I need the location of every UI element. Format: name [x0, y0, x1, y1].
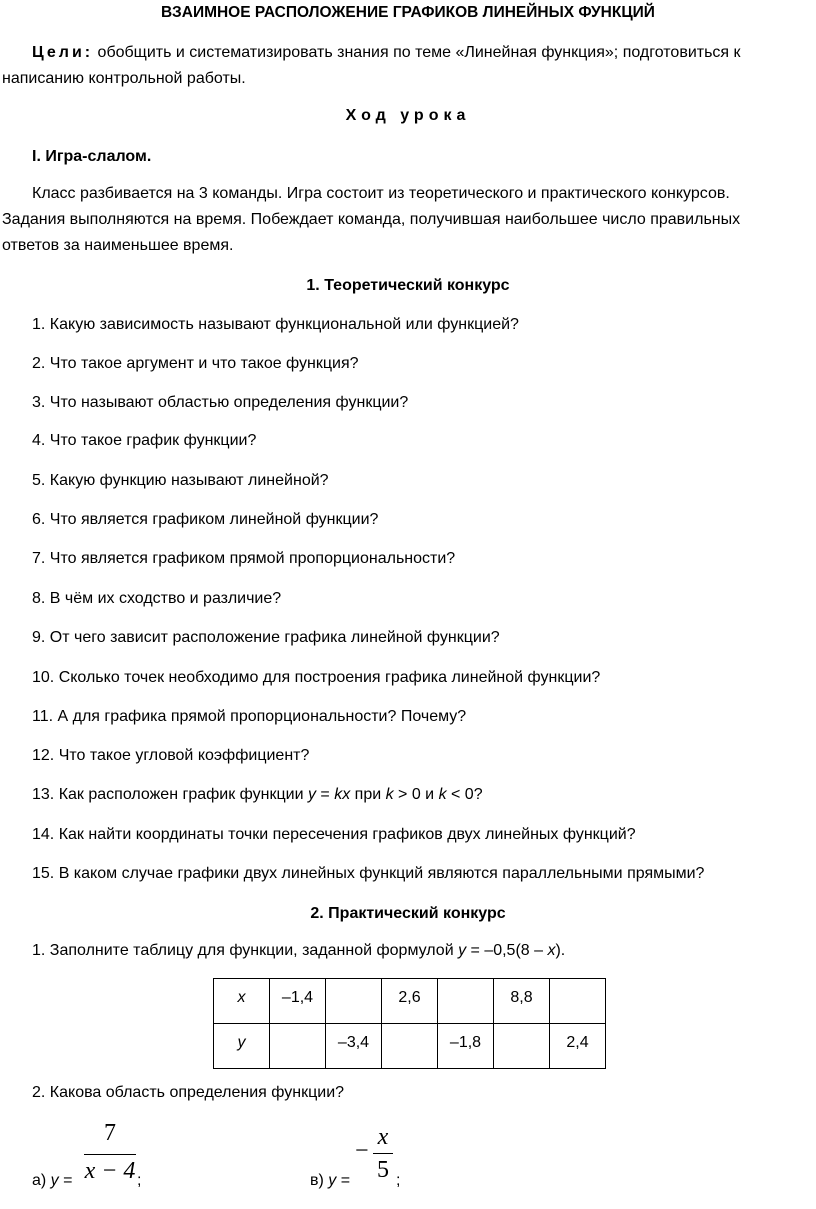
table-cell: [550, 979, 606, 1024]
section1-paragraph: [2, 181, 814, 259]
goals-text-line2: написанию контрольной работы.: [2, 70, 246, 87]
section1-heading: I. Игра-слалом.: [32, 148, 152, 165]
goals-label: Цели:: [32, 44, 94, 61]
table-row-x: [214, 979, 606, 1024]
fraction-a: [84, 1120, 136, 1190]
fraction-v: [355, 1124, 395, 1190]
question-7: 7. Что является графиком прямой пропорциональности?: [32, 550, 456, 567]
table-row-y: [214, 1024, 606, 1069]
question-12: 12. Что такое угловой коэффициент?: [32, 747, 310, 764]
table-cell: –3,4: [326, 1024, 382, 1069]
table-cell: –1,8: [438, 1024, 494, 1069]
table-cell: 2,6: [382, 979, 438, 1024]
goals-text-line1: обобщить и систематизировать знания по теме «Линейная функция»; подготовиться к: [93, 44, 741, 61]
question-5: 5. Какую функцию называют линейной?: [32, 472, 329, 489]
question-10: 10. Сколько точек необходимо для построения графика линейной функции?: [32, 669, 601, 686]
question-14: 14. Как найти координаты точки пересечения графиков двух линейных функций?: [32, 826, 636, 843]
fraction-a-bar: [84, 1154, 136, 1155]
fraction-v-minus: −: [355, 1138, 369, 1164]
question-11: 11. А для графика прямой пропорциональности? Почему?: [32, 708, 467, 725]
practice-task-1: 1. Заполните таблицу для функции, заданной формулой y = –0,5(8 – x).: [32, 942, 566, 959]
practice-task-2: 2. Какова область определения функции?: [32, 1084, 345, 1101]
item-a-end: ;: [137, 1172, 142, 1189]
table-cell: [382, 1024, 438, 1069]
question-2: 2. Что такое аргумент и что такое функция?: [32, 355, 359, 372]
table-cell: 2,4: [550, 1024, 606, 1069]
table-cell: y: [214, 1024, 270, 1069]
table-cell: [494, 1024, 550, 1069]
table-cell: 8,8: [494, 979, 550, 1024]
question-8: 8. В чём их сходство и различие?: [32, 590, 282, 607]
lesson-heading: Ход урока: [345, 107, 471, 124]
fraction-v-bar: [373, 1153, 393, 1154]
fraction-a-denominator: x − 4: [84, 1158, 136, 1184]
item-v-end: ;: [396, 1172, 401, 1189]
table-cell: [326, 979, 382, 1024]
question-4: 4. Что такое график функции?: [32, 432, 257, 449]
fraction-v-numerator: x: [377, 1124, 389, 1150]
table-cell: –1,4: [270, 979, 326, 1024]
table-cell: [438, 979, 494, 1024]
fraction-v-denominator: 5: [377, 1157, 389, 1183]
question-13: 13. Как расположен график функции y = kx при k > 0 и k < 0?: [32, 786, 483, 803]
question-3: 3. Что называют областью определения функции?: [32, 394, 409, 411]
section1-line1: Класс разбивается на 3 команды. Игра состоит из теоретического и практического конкурсов.: [32, 185, 730, 202]
question-15: 15. В каком случае графики двух линейных функций являются параллельными прямыми?: [32, 865, 705, 882]
fraction-a-numerator: 7: [104, 1120, 116, 1146]
section1-line2: Задания выполняются на время. Побеждает команда, получившая наибольшее число правильных: [2, 211, 741, 228]
theory-heading: 1. Теоретический конкурс: [306, 277, 510, 294]
document-title: ВЗАИМНОЕ РАСПОЛОЖЕНИЕ ГРАФИКОВ ЛИНЕЙНЫХ ФУНКЦИЙ: [161, 4, 655, 21]
values-table: [213, 978, 606, 1069]
practice-heading: 2. Практический конкурс: [310, 905, 506, 922]
goals-paragraph: [2, 40, 814, 92]
question-9: 9. От чего зависит расположение графика линейной функции?: [32, 629, 500, 646]
question-1: 1. Какую зависимость называют функциональной или функцией?: [32, 316, 519, 333]
table-cell: [270, 1024, 326, 1069]
item-a-label: а) y =: [32, 1172, 73, 1189]
item-v-label: в) y =: [310, 1172, 351, 1189]
section1-line3: ответов за наименьшее время.: [2, 237, 234, 254]
question-6: 6. Что является графиком линейной функции?: [32, 511, 379, 528]
table-cell: x: [214, 979, 270, 1024]
